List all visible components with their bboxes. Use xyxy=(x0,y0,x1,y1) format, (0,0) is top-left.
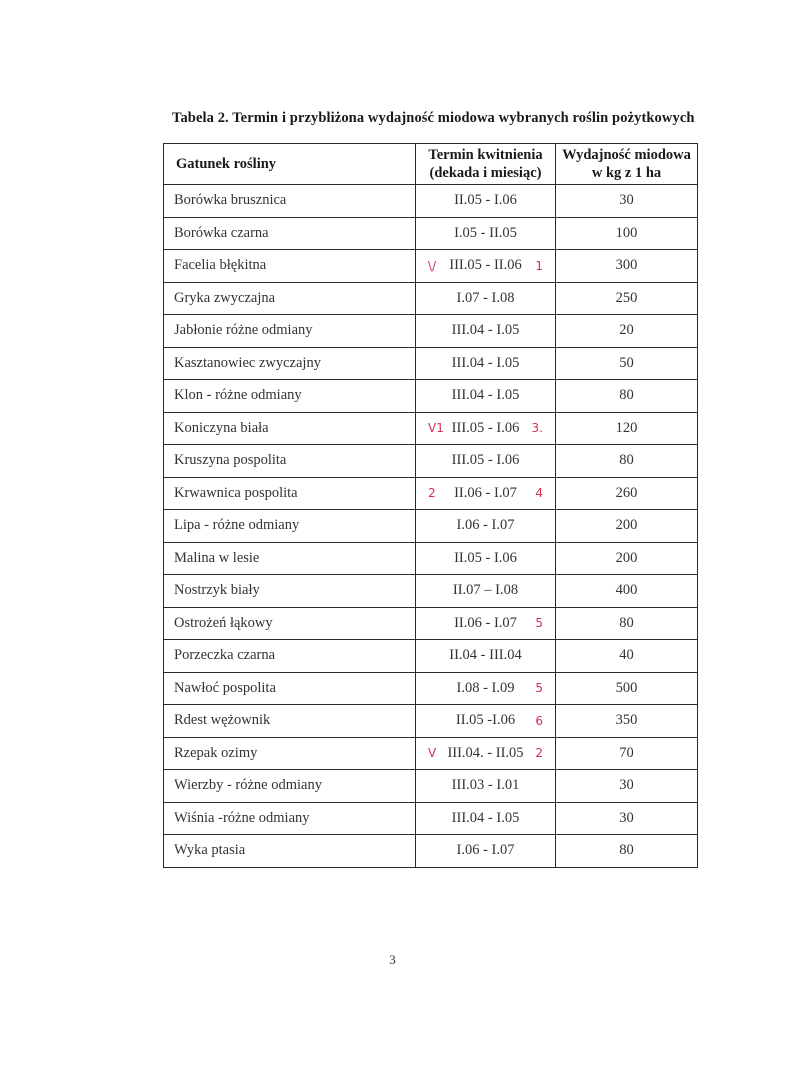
flowering-term-cell xyxy=(416,347,556,380)
handwritten-mark-left: \/ xyxy=(428,258,437,273)
flowering-term-cell xyxy=(416,510,556,543)
honey-yield: 50 xyxy=(556,347,698,380)
honey-yield: 300 xyxy=(556,250,698,283)
honey-yield: 200 xyxy=(556,542,698,575)
table-row xyxy=(164,770,698,803)
table-row xyxy=(164,282,698,315)
handwritten-mark-right: 3. xyxy=(531,421,543,436)
table-row xyxy=(164,575,698,608)
species-name: Rzepak ozimy xyxy=(164,737,416,770)
flowering-term: II.05 - I.06 xyxy=(454,192,517,209)
handwritten-mark-left: V xyxy=(428,746,437,761)
species-name: Wierzby - różne odmiany xyxy=(164,770,416,803)
table-row xyxy=(164,705,698,738)
species-name: Kasztanowiec zwyczajny xyxy=(164,347,416,380)
handwritten-mark-right: 4 xyxy=(535,486,543,501)
honey-yield: 30 xyxy=(556,185,698,218)
handwritten-mark-right: 2 xyxy=(535,746,543,761)
header-species: Gatunek rośliny xyxy=(164,144,416,185)
species-name: Gryka zwyczajna xyxy=(164,282,416,315)
flowering-term-cell xyxy=(416,640,556,673)
flowering-term-cell xyxy=(416,477,556,510)
table-row xyxy=(164,380,698,413)
flowering-term: III.05 - I.06 xyxy=(451,419,520,436)
table-row xyxy=(164,802,698,835)
honey-yield: 80 xyxy=(556,380,698,413)
handwritten-mark-right: 1 xyxy=(535,258,543,273)
flowering-term-cell xyxy=(416,672,556,705)
species-name: Wyka ptasia xyxy=(164,835,416,868)
flowering-term: II.05 -I.06 xyxy=(455,712,516,729)
table-row xyxy=(164,640,698,673)
flowering-term: III.04. - II.05 xyxy=(447,744,524,761)
species-name: Malina w lesie xyxy=(164,542,416,575)
handwritten-mark-right: 5 xyxy=(535,616,543,631)
flowering-term: II.06 - I.07 xyxy=(454,484,517,501)
header-yield-line1: Wydajność miodowa xyxy=(562,147,691,163)
honey-yield: 30 xyxy=(556,770,698,803)
flowering-term-cell xyxy=(416,380,556,413)
flowering-term-cell xyxy=(416,737,556,770)
table-row xyxy=(164,185,698,218)
species-name: Jabłonie różne odmiany xyxy=(164,315,416,348)
header-yield-line2: w kg z 1 ha xyxy=(591,165,662,181)
flowering-term: III.04 - I.05 xyxy=(451,809,520,826)
species-name: Ostrożeń łąkowy xyxy=(164,607,416,640)
header-flowering-term xyxy=(416,144,556,185)
flowering-term-cell xyxy=(416,705,556,738)
honey-yield: 250 xyxy=(556,282,698,315)
honey-yield: 350 xyxy=(556,705,698,738)
species-name: Borówka czarna xyxy=(164,217,416,250)
table-row xyxy=(164,737,698,770)
flowering-term-cell xyxy=(416,770,556,803)
flowering-term-cell xyxy=(416,217,556,250)
species-name: Porzeczka czarna xyxy=(164,640,416,673)
species-name: Krwawnica pospolita xyxy=(164,477,416,510)
table-row xyxy=(164,835,698,868)
flowering-term-cell xyxy=(416,607,556,640)
flowering-term: III.04 - I.05 xyxy=(451,322,520,339)
species-name: Lipa - różne odmiany xyxy=(164,510,416,543)
honey-yield-table xyxy=(163,143,698,868)
flowering-term: III.03 - I.01 xyxy=(451,777,520,794)
table-row xyxy=(164,347,698,380)
flowering-term: I.08 - I.09 xyxy=(456,679,515,696)
table-row xyxy=(164,217,698,250)
honey-yield: 100 xyxy=(556,217,698,250)
species-name: Wiśnia -różne odmiany xyxy=(164,802,416,835)
honey-yield: 30 xyxy=(556,802,698,835)
table-caption: Tabela 2. Termin i przybliżona wydajność miodowa wybranych roślin pożytkowych xyxy=(172,110,695,126)
honey-yield: 70 xyxy=(556,737,698,770)
species-name: Facelia błękitna xyxy=(164,250,416,283)
species-name: Koniczyna biała xyxy=(164,412,416,445)
flowering-term-cell xyxy=(416,185,556,218)
flowering-term: II.05 - I.06 xyxy=(454,549,517,566)
header-term-line1: Termin kwitnienia xyxy=(428,147,543,163)
honey-yield: 80 xyxy=(556,607,698,640)
table-row xyxy=(164,412,698,445)
flowering-term-cell xyxy=(416,282,556,315)
flowering-term-cell xyxy=(416,542,556,575)
flowering-term: III.04 - I.05 xyxy=(451,387,520,404)
flowering-term-cell xyxy=(416,412,556,445)
flowering-term: II.04 - III.04 xyxy=(449,647,522,664)
table-row xyxy=(164,445,698,478)
handwritten-mark-left: 2 xyxy=(428,486,436,501)
species-name: Klon - różne odmiany xyxy=(164,380,416,413)
table-row xyxy=(164,315,698,348)
flowering-term: III.04 - I.05 xyxy=(451,354,520,371)
species-name: Kruszyna pospolita xyxy=(164,445,416,478)
flowering-term: I.06 - I.07 xyxy=(456,842,515,859)
flowering-term-cell xyxy=(416,802,556,835)
table-row xyxy=(164,607,698,640)
species-name: Borówka brusznica xyxy=(164,185,416,218)
page-number: 3 xyxy=(389,952,396,967)
flowering-term-cell xyxy=(416,575,556,608)
flowering-term-cell xyxy=(416,250,556,283)
flowering-term: I.05 - II.05 xyxy=(454,224,517,241)
species-name: Rdest wężownik xyxy=(164,705,416,738)
honey-yield: 80 xyxy=(556,445,698,478)
flowering-term: I.07 - I.08 xyxy=(456,289,515,306)
flowering-term-cell xyxy=(416,835,556,868)
flowering-term-cell xyxy=(416,315,556,348)
honey-yield: 40 xyxy=(556,640,698,673)
table-row xyxy=(164,510,698,543)
species-name: Nostrzyk biały xyxy=(164,575,416,608)
handwritten-mark-right: 6 xyxy=(535,713,543,728)
honey-yield: 120 xyxy=(556,412,698,445)
table-row xyxy=(164,477,698,510)
honey-yield: 400 xyxy=(556,575,698,608)
honey-yield: 80 xyxy=(556,835,698,868)
flowering-term-cell xyxy=(416,445,556,478)
honey-yield: 500 xyxy=(556,672,698,705)
honey-yield: 20 xyxy=(556,315,698,348)
header-term-line2: (dekada i miesiąc) xyxy=(429,165,542,181)
flowering-term: II.07 – I.08 xyxy=(452,582,519,599)
handwritten-mark-right: 5 xyxy=(535,681,543,696)
table-row xyxy=(164,542,698,575)
honey-yield: 200 xyxy=(556,510,698,543)
header-honey-yield xyxy=(556,144,698,185)
flowering-term: I.06 - I.07 xyxy=(456,517,515,534)
flowering-term: II.06 - I.07 xyxy=(454,614,517,631)
handwritten-mark-left: V1 xyxy=(428,421,444,436)
flowering-term: III.05 - II.06 xyxy=(449,257,522,274)
table-row xyxy=(164,672,698,705)
table-header-row xyxy=(164,144,698,185)
flowering-term: III.05 - I.06 xyxy=(451,452,520,469)
species-name: Nawłoć pospolita xyxy=(164,672,416,705)
table-row xyxy=(164,250,698,283)
honey-yield: 260 xyxy=(556,477,698,510)
